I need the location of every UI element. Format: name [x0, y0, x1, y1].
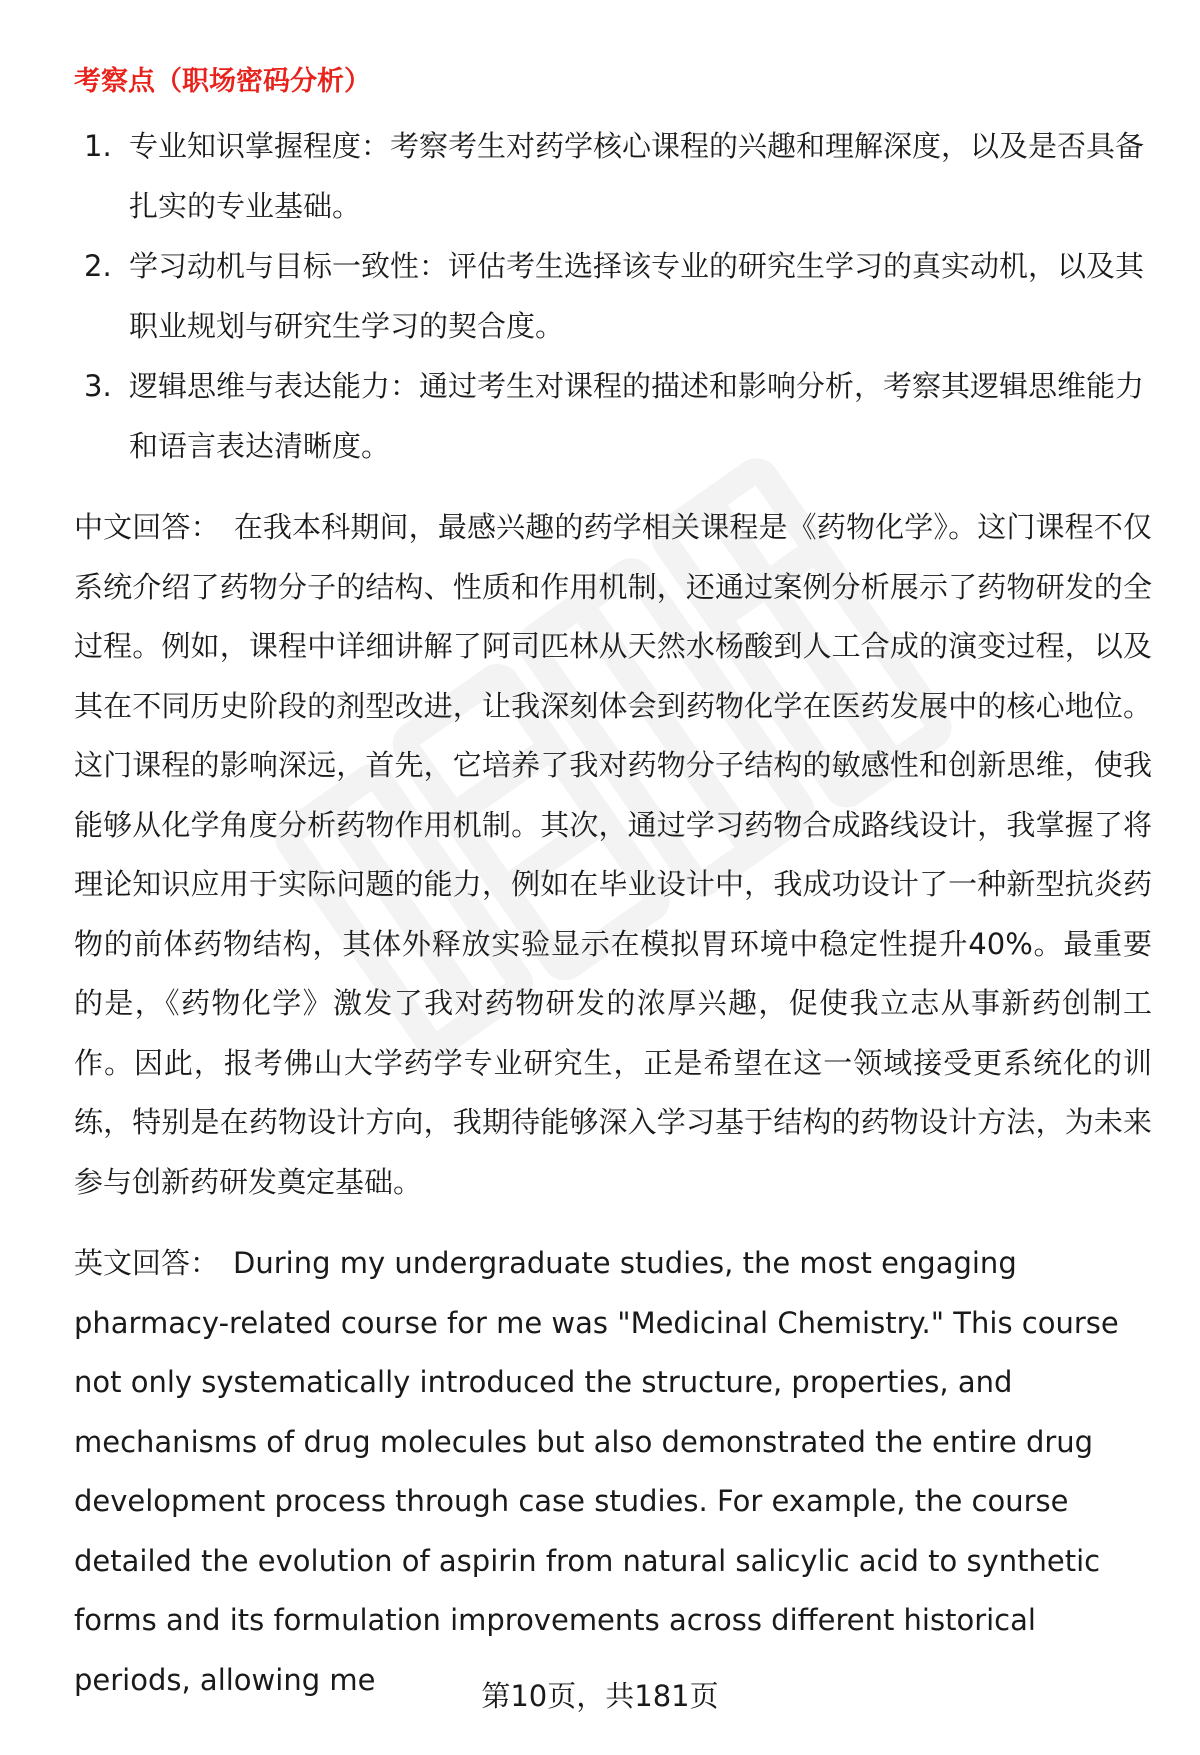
- point-number: 2.: [84, 249, 112, 283]
- english-answer-text: During my undergraduate studies, the most engaging pharmacy-related course for me was "Medicinal Chemistry." This course not only systematically introduced the structure, properties, and mechanisms of drug molecules but also demonstrated the entire drug development process through case studies. For example, the course detailed the evolution of aspirin from natural salicylic acid to synthetic forms and its formulation improvements across different historical periods, allowing me: [74, 1246, 1119, 1697]
- evaluation-points-list: [74, 116, 1152, 476]
- evaluation-point: [74, 116, 1152, 236]
- evaluation-point: [74, 356, 1152, 476]
- point-text: 专业知识掌握程度：考察考生对药学核心课程的兴趣和理解深度，以及是否具备扎实的专业基础。: [129, 129, 1145, 223]
- chinese-answer-text: 在我本科期间，最感兴趣的药学相关课程是《药物化学》。这门课程不仅系统介绍了药物分子的结构、性质和作用机制，还通过案例分析展示了药物研发的全过程。例如，课程中详细讲解了阿司匹林从天然水杨酸到人工合成的演变过程，以及其在不同历史阶段的剂型改进，让我深刻体会到药物化学在医药发展中的核心地位。这门课程的影响深远，首先，它培养了我对药物分子结构的敏感性和创新思维，使我能够从化学角度分析药物作用机制。其次，通过学习药物合成路线设计，我掌握了将理论知识应用于实际问题的能力，例如在毕业设计中，我成功设计了一种新型抗炎药物的前体药物结构，其体外释放实验显示在模拟胃环境中稳定性提升40%。最重要的是，《药物化学》激发了我对药物研发的浓厚兴趣，促使我立志从事新药创制工作。因此，报考佛山大学药学专业研究生，正是希望在这一领域接受更系统化的训练，特别是在药物设计方向，我期待能够深入学习基于结构的药物设计方法，为未来参与创新药研发奠定基础。: [74, 510, 1152, 1199]
- english-answer-label: 英文回答：: [74, 1246, 220, 1280]
- page-number-footer: 第10页，共181页: [481, 1679, 719, 1713]
- chinese-answer-label: 中文回答：: [74, 510, 220, 544]
- point-number: 3.: [84, 369, 112, 403]
- point-number: 1.: [84, 129, 112, 163]
- point-text: 逻辑思维与表达能力：通过考生对课程的描述和影响分析，考察其逻辑思维能力和语言表达清晰度。: [129, 369, 1145, 463]
- evaluation-point: [74, 236, 1152, 356]
- section-heading: 考察点（职场密码分析）: [74, 66, 371, 97]
- english-answer-paragraph: [74, 1234, 1152, 1710]
- chinese-answer-paragraph: [74, 498, 1152, 1212]
- point-text: 学习动机与目标一致性：评估考生选择该专业的研究生学习的真实动机，以及其职业规划与研究生学习的契合度。: [129, 249, 1145, 343]
